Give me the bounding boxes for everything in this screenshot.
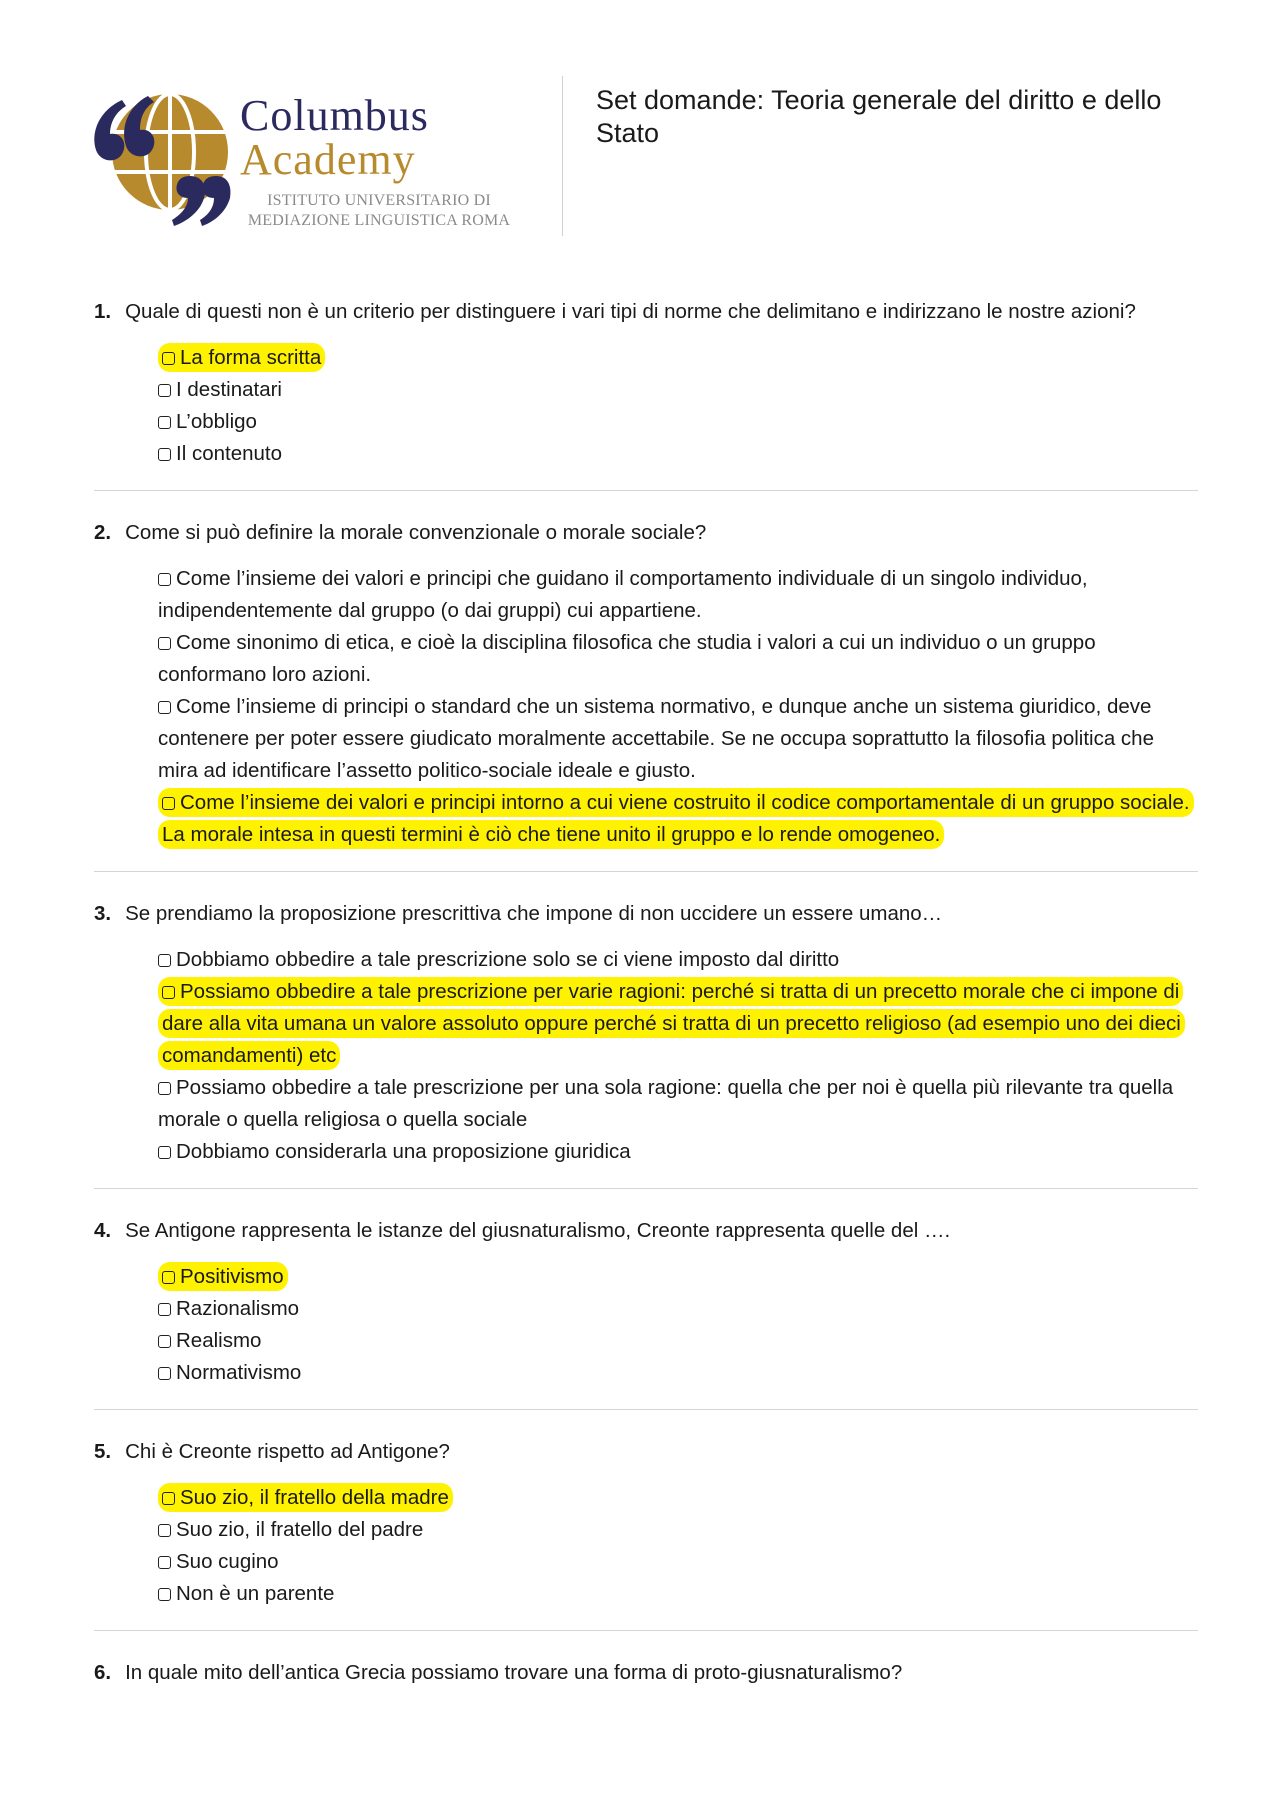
answer [158,442,282,465]
answer-option[interactable] [158,691,1198,787]
header-divider [562,76,563,236]
logo-name-line2: Academy [240,135,416,184]
answer-label: Suo cugino [176,1550,279,1573]
question-item [94,1215,1198,1410]
answer-option[interactable] [158,1546,1198,1578]
checkbox-icon[interactable] [158,1146,171,1159]
answer-label: Realismo [176,1329,262,1352]
checkbox-icon[interactable] [162,1271,175,1284]
answer [158,948,839,971]
answer-label: La forma scritta [180,346,322,369]
answer [158,1140,631,1163]
logo-name-line1: Columbus [240,91,429,140]
question-text: In quale mito dell’antica Grecia possiamo trovare una forma di proto-giusnaturalismo? [125,1661,903,1684]
checkbox-icon[interactable] [158,1556,171,1569]
checkbox-icon[interactable] [162,1492,175,1505]
answer-option[interactable] [158,374,1198,406]
answer-label: Positivismo [180,1265,284,1288]
answer-option[interactable] [158,1578,1198,1610]
quote-globe-logo-icon [82,80,232,230]
question-text: Come si può definire la morale convenzionale o morale sociale? [125,521,707,544]
answer-label: L’obbligo [176,410,257,433]
question-list [94,296,1198,1735]
answer-option[interactable] [158,1136,1198,1168]
checkbox-icon[interactable] [162,352,175,365]
answer [158,695,1154,782]
answer [158,567,1088,622]
checkbox-icon[interactable] [158,1335,171,1348]
question-text-row [94,517,1198,549]
question-text: Se prendiamo la proposizione prescrittiva che impone di non uccidere un essere umano… [125,902,943,925]
answer-option[interactable] [158,976,1198,1072]
answer-option[interactable] [158,627,1198,691]
question-text-row [94,296,1198,328]
question-text-row [94,1657,1198,1689]
answer-options [158,944,1198,1168]
answer-option[interactable] [158,1325,1198,1357]
answer [158,1329,261,1352]
question-number: 2. [94,521,112,544]
answer-label: Suo zio, il fratello del padre [176,1518,424,1541]
checkbox-icon[interactable] [158,1303,171,1316]
answer-label: Dobbiamo obbedire a tale prescrizione solo se ci viene imposto dal diritto [176,948,840,971]
checkbox-icon[interactable] [162,986,175,999]
question-text: Se Antigone rappresenta le istanze del giusnaturalismo, Creonte rappresenta quelle del …. [125,1219,951,1242]
question-text: Quale di questi non è un criterio per distinguere i vari tipi di norme che delimitano e indirizzano le nostre azioni? [125,300,1136,323]
question-text-row [94,1436,1198,1468]
answer-options [158,563,1198,851]
document-header [82,70,1202,240]
highlighted-answer [158,977,1185,1070]
answer-label: Normativismo [176,1361,302,1384]
answer-options [158,1261,1198,1389]
answer-option[interactable] [158,1357,1198,1389]
answer-label: Non è un parente [176,1582,335,1605]
checkbox-icon[interactable] [158,448,171,461]
checkbox-icon[interactable] [158,1082,171,1095]
answer-label: Come l’insieme dei valori e principi intorno a cui viene costruito il codice comportamentale di un gruppo sociale. La morale intesa in questi termini è ciò che tiene unito il gruppo e lo rende omogeneo. [162,791,1190,846]
answer-option[interactable] [158,1514,1198,1546]
question-number: 1. [94,300,112,323]
answer-label: Suo zio, il fratello della madre [180,1486,449,1509]
answer-option[interactable] [158,406,1198,438]
answer-option[interactable] [158,563,1198,627]
answer-label: Possiamo obbedire a tale prescrizione per una sola ragione: quella che per noi è quella più rilevante tra quella morale o quella religiosa o quella sociale [158,1076,1174,1131]
checkbox-icon[interactable] [158,954,171,967]
answer-options [158,342,1198,470]
checkbox-icon[interactable] [158,1588,171,1601]
answer-label: I destinatari [176,378,282,401]
highlighted-answer [158,788,1194,849]
logo-subtitle-line2: MEDIAZIONE LINGUISTICA ROMA [247,212,511,229]
answer-option[interactable] [158,1293,1198,1325]
question-item [94,1657,1198,1709]
answer-label: Come sinonimo di etica, e cioè la disciplina filosofica che studia i valori a cui un individuo o un gruppo conformano loro azioni. [158,631,1096,686]
answer [158,631,1096,686]
question-number: 4. [94,1219,112,1242]
answer-option[interactable] [158,787,1198,851]
columbus-academy-logo [82,80,522,230]
answer-label: Dobbiamo considerarla una proposizione giuridica [176,1140,631,1163]
answer [158,1582,334,1605]
answer-option[interactable] [158,438,1198,470]
checkbox-icon[interactable] [158,1367,171,1380]
highlighted-answer [158,343,325,372]
answer-label: Come l’insieme di principi o standard che un sistema normativo, e dunque anche un sistema giuridico, deve contenere per poter essere giudicato moralmente accettabile. Se ne occupa soprattutto la filosofia politica che mira ad identificare l’assetto politico-sociale ideale e giusto. [158,695,1154,782]
checkbox-icon[interactable] [158,637,171,650]
answer [158,410,257,433]
question-text-row [94,1215,1198,1247]
highlighted-answer [158,1483,453,1512]
checkbox-icon[interactable] [158,384,171,397]
question-text-row [94,898,1198,930]
answer [158,1550,279,1573]
question-number: 3. [94,902,112,925]
answer [158,1518,423,1541]
answer-option[interactable] [158,1261,1198,1293]
answer-option[interactable] [158,944,1198,976]
checkbox-icon[interactable] [158,573,171,586]
answer-option[interactable] [158,342,1198,374]
question-number: 5. [94,1440,112,1463]
answer [158,378,282,401]
answer-option[interactable] [158,1482,1198,1514]
checkbox-icon[interactable] [158,701,171,714]
answer-label: Razionalismo [176,1297,300,1320]
checkbox-icon[interactable] [158,1524,171,1537]
logo-subtitle-line1: ISTITUTO UNIVERSITARIO DI [267,192,491,209]
answer [158,1076,1173,1131]
question-text: Chi è Creonte rispetto ad Antigone? [125,1440,450,1463]
highlighted-answer [158,1262,288,1291]
answer [158,1361,301,1384]
answer-label: Possiamo obbedire a tale prescrizione per varie ragioni: perché si tratta di un precetto morale che ci impone di dare alla vita umana un valore assoluto oppure perché si tratta di un precetto religioso (ad esempio uno dei dieci comandamenti) etc [162,980,1181,1067]
answer-label: Come l’insieme dei valori e principi che guidano il comportamento individuale di un singolo individuo, indipendentemente dal gruppo (o dai gruppi) cui appartiene. [158,567,1088,622]
question-item [94,296,1198,491]
checkbox-icon[interactable] [162,797,175,810]
question-item [94,1436,1198,1631]
answer-options [158,1482,1198,1610]
question-item [94,517,1198,872]
question-item [94,898,1198,1189]
answer-label: Il contenuto [176,442,282,465]
checkbox-icon[interactable] [158,416,171,429]
question-number: 6. [94,1661,112,1684]
document-title: Set domande: Teoria generale del diritto e dello Stato [596,85,1162,148]
answer [158,1297,299,1320]
answer-option[interactable] [158,1072,1198,1136]
